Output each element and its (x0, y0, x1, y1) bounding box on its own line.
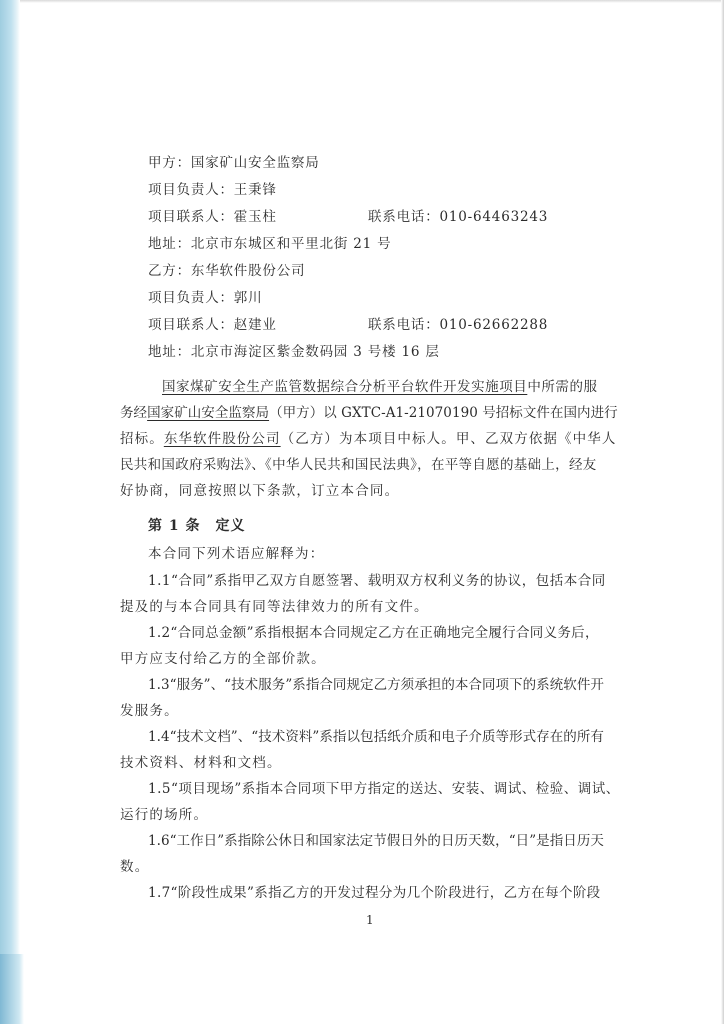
definition-1-1: 1.1“合同”系指甲乙双方自愿签署、载明双方权利义务的协议，包括本合同 (148, 573, 606, 589)
definition-1-7: 1.7“阶段性成果”系指乙方的开发过程分为几个阶段进行，乙方在每个阶段 (148, 885, 601, 901)
definition-1-6: 1.6“工作日”系指除公休日和国家法定节假日外的日历天数，“日”是指日历天 (148, 833, 604, 849)
page-number: 1 (366, 913, 374, 927)
preamble-line-1: 国家煤矿安全生产监管数据综合分析平台软件开发实施项目中所需的服 (162, 379, 598, 395)
party-a-manager: 项目负责人：王秉锋 (148, 182, 277, 198)
party-b-manager: 项目负责人：郭川 (148, 290, 263, 306)
article-1-intro: 本合同下列术语应解释为： (148, 546, 325, 562)
party-b-name: 乙方：东华软件股份公司 (148, 263, 306, 279)
party-a-contact: 项目联系人：霍玉柱 (148, 209, 277, 225)
project-name: 国家煤矿安全生产监管数据综合分析平台软件开发实施项目 (162, 379, 528, 395)
vendor-name: 东华软件股份公司 (163, 431, 281, 447)
party-b-address: 地址：北京市海淀区紫金数码园 3 号楼 16 层 (148, 344, 440, 360)
preamble-line-5: 好协商，同意按照以下条款，订立本合同。 (120, 483, 400, 499)
definition-1-6-cont: 数。 (120, 859, 150, 875)
party-a-address: 地址：北京市东城区和平里北街 21 号 (148, 236, 392, 252)
definition-1-4-cont: 技术资料、材料和文档。 (120, 755, 282, 771)
preamble-line-2: 务经国家矿山安全监察局（甲方）以 GXTC-A1-21070190 号招标文件在国内进行 (120, 405, 618, 421)
article-1-heading: 第 1 条 定义 (148, 518, 246, 534)
preamble-line-3: 招标。东华软件股份公司（乙方）为本项目中标人。甲、乙双方依据《中华人 (120, 431, 617, 447)
definition-1-2-cont: 甲方应支付给乙方的全部价款。 (120, 651, 326, 667)
party-a-phone: 联系电话：010-64463243 (368, 209, 549, 225)
preamble-line-4: 民共和国政府采购法》、《中华人民共和国民法典》，在平等自愿的基础上，经友 (120, 457, 597, 473)
definition-1-3: 1.3“服务”、“技术服务”系指合同规定乙方须承担的本合同项下的系统软件开 (148, 677, 604, 693)
buyer-name: 国家矿山安全监察局 (147, 405, 270, 421)
definition-1-2: 1.2“合同总金额”系指根据本合同规定乙方在正确地完全履行合同义务后， (148, 625, 599, 641)
party-b-phone: 联系电话：010-62662288 (368, 317, 549, 333)
definition-1-5: 1.5“项目现场”系指本合同项下甲方指定的送达、安装、调试、检验、调试、 (148, 781, 620, 797)
definition-1-5-cont: 运行的场所。 (120, 807, 209, 823)
definition-1-3-cont: 发服务。 (120, 703, 179, 719)
definition-1-1-cont: 提及的与本合同具有同等法律效力的所有文件。 (120, 599, 429, 615)
definition-1-4: 1.4“技术文档”、“技术资料”系指以包括纸介质和电子介质等形式存在的所有 (148, 729, 604, 745)
party-a-name: 甲方：国家矿山安全监察局 (148, 155, 320, 171)
party-b-contact: 项目联系人：赵建业 (148, 317, 277, 333)
